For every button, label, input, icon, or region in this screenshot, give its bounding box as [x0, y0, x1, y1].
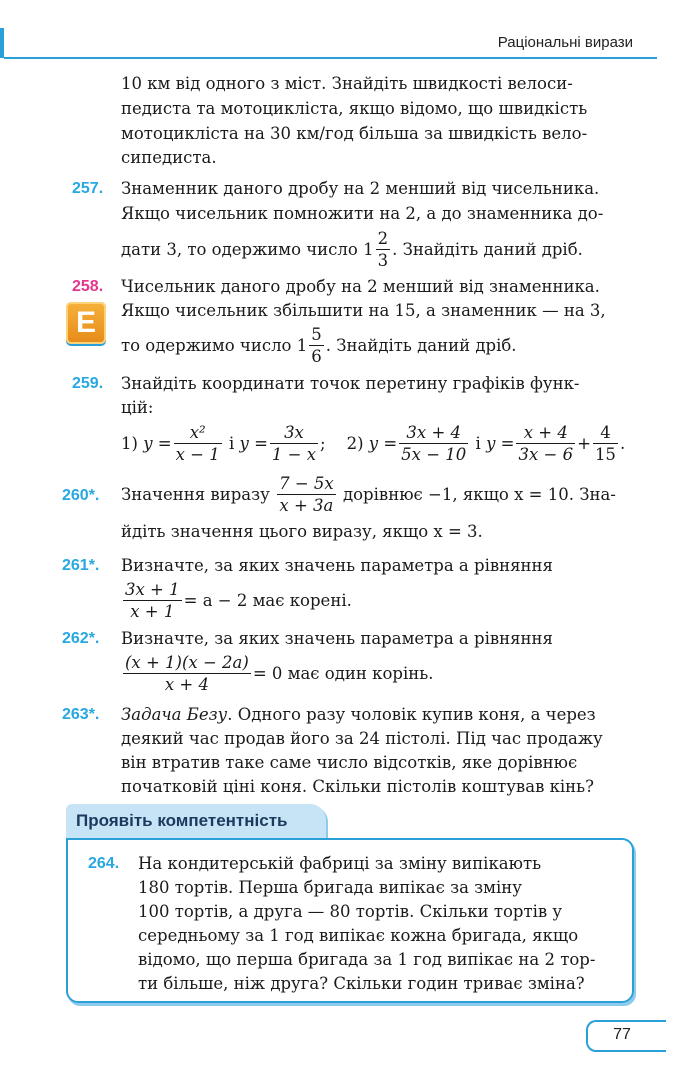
problem-264-line: ти більше, ніж друга? Скільки годин триває зміна?: [138, 974, 585, 993]
running-title: Раціональні вирази: [497, 34, 633, 51]
plus-sign: +: [577, 434, 591, 453]
intro-line: педиста та мотоцикліста, якщо відомо, що швидкість: [121, 99, 588, 118]
page-number: 77: [613, 1026, 631, 1043]
problem-257-line: [121, 228, 583, 272]
lhs: y =: [239, 434, 268, 453]
page-number-box: [586, 1020, 666, 1052]
denominator: x + 3a: [277, 494, 336, 517]
period: .: [619, 434, 626, 453]
problem-259-formulas: [121, 421, 625, 467]
problem-262-line: Визначте, за яких значень параметра a рівняння: [121, 629, 553, 648]
denominator: 1 − x: [271, 445, 317, 464]
header-rule: [4, 57, 657, 59]
problem-264-line: 100 тортів, а друга — 80 тортів. Скільки тортів у: [138, 902, 563, 921]
fraction: [309, 325, 324, 368]
denominator: 15: [594, 445, 616, 464]
problem-263-line: [121, 703, 596, 727]
conjunction: і: [475, 434, 481, 453]
text: дати 3, то одержимо число 1: [121, 240, 374, 259]
fraction: [277, 474, 336, 517]
lhs: y =: [143, 434, 172, 453]
intro-line: сипедиста.: [121, 148, 217, 167]
problem-263-line: початковій ціні коня. Скільки пістолів коштував кінь?: [121, 777, 595, 796]
problem-number-262: 262*.: [62, 630, 100, 647]
fraction: [270, 423, 318, 466]
text: Значення виразу: [121, 485, 270, 504]
numerator: (x + 1)(x − 2a): [125, 653, 249, 672]
numerator: 3x: [284, 423, 304, 442]
text: . Знайдіть даний дріб.: [392, 240, 583, 259]
numerator: x²: [189, 423, 206, 442]
fraction: [376, 229, 391, 272]
text: . Знайдіть даний дріб.: [325, 336, 517, 355]
problem-number-260: 260*.: [62, 487, 100, 504]
problem-260-line: [121, 472, 616, 518]
problem-258-line: Якщо чисельник збільшити на 15, а знаменник — на 3,: [121, 301, 606, 320]
fraction: [123, 653, 251, 696]
page-header: [0, 28, 695, 58]
fraction: [593, 423, 618, 466]
header-accent-bar: [0, 28, 4, 58]
problem-264-line: На кондитерській фабриці за зміну випікають: [138, 854, 542, 873]
problem-264-line: 180 тортів. Перша бригада випікає за зміну: [138, 878, 522, 897]
intro-line: мотоцикліста на 30 км/год більша за швидкість вело-: [121, 124, 588, 143]
text: = a − 2 має корені.: [183, 591, 352, 610]
problem-259-line: Знайдіть координати точок перетину графіків функ-: [121, 374, 580, 393]
numerator: 2: [377, 229, 389, 248]
fraction: [174, 423, 222, 466]
fraction: [123, 580, 182, 623]
text: то одержимо число 1: [121, 336, 308, 355]
denominator: 3: [377, 251, 389, 270]
problem-262-formula: [121, 651, 433, 697]
numerator: 5: [311, 325, 322, 344]
problem-258-line: [121, 324, 517, 368]
fraction: [399, 423, 468, 466]
numerator: 4: [600, 423, 611, 442]
numerator: 3x + 1: [125, 580, 180, 599]
problem-257-line: Якщо чисельник помножити на 2, а до знаменника до-: [121, 204, 604, 223]
intro-line: 10 км від одного з міст. Знайдіть швидкості велоси-: [121, 74, 573, 93]
problem-260-line: йдіть значення цього виразу, якщо x = 3.: [121, 522, 483, 541]
e-badge-icon: E: [66, 302, 106, 344]
problem-number-258: 258.: [72, 278, 104, 295]
problem-number-259: 259.: [72, 375, 104, 392]
problem-number-257: 257.: [72, 180, 104, 197]
numerator: x + 4: [523, 423, 568, 442]
denominator: 5x − 10: [401, 445, 467, 464]
problem-263-line: деякий час продав його за 24 пістолі. Під час продажу: [121, 729, 603, 748]
problem-number-261: 261*.: [62, 557, 100, 574]
problem-264-line: середньому за 1 год випікає кожна бригада, якщо: [138, 926, 579, 945]
separator: ;: [320, 434, 326, 453]
conjunction: і: [228, 434, 235, 453]
denominator: 3x − 6: [518, 445, 574, 464]
numerator: 7 − 5x: [279, 474, 334, 493]
problem-264-line: відомо, що перша бригада за 1 год випікає на 2 тор-: [138, 950, 596, 969]
text: . Одного разу чоловік купив коня, а через: [227, 705, 596, 724]
problem-number-263: 263*.: [62, 706, 100, 723]
lhs: y =: [486, 434, 515, 453]
problem-259-line: цій:: [121, 398, 154, 417]
numerator: 3x + 4: [406, 423, 462, 442]
problem-257-line: Знаменник даного дробу на 2 менший від чисельника.: [121, 179, 600, 198]
problem-number-264: 264.: [88, 855, 120, 872]
denominator: 6: [311, 347, 322, 366]
text: дорівнює −1, якщо x = 10. Зна-: [342, 485, 616, 504]
text: = 0 має один корінь.: [252, 664, 434, 683]
denominator: x + 4: [123, 673, 251, 696]
fraction: [516, 423, 575, 466]
denominator: x − 1: [175, 445, 220, 464]
lhs: y =: [368, 434, 398, 453]
problem-263-line: він втратив таке саме число відсотків, яке дорівнює: [121, 753, 578, 772]
part-label: 2): [346, 434, 364, 453]
problem-title: Задача Безу: [121, 705, 228, 724]
problem-261-line: Визначте, за яких значень параметра a рівняння: [121, 556, 553, 575]
denominator: x + 1: [123, 600, 182, 623]
part-label: 1): [121, 434, 138, 453]
problem-261-formula: [121, 578, 352, 624]
problem-258-line: Чисельник даного дробу на 2 менший від знаменника.: [121, 277, 600, 296]
competence-tab: Проявіть компетентність: [66, 804, 326, 838]
